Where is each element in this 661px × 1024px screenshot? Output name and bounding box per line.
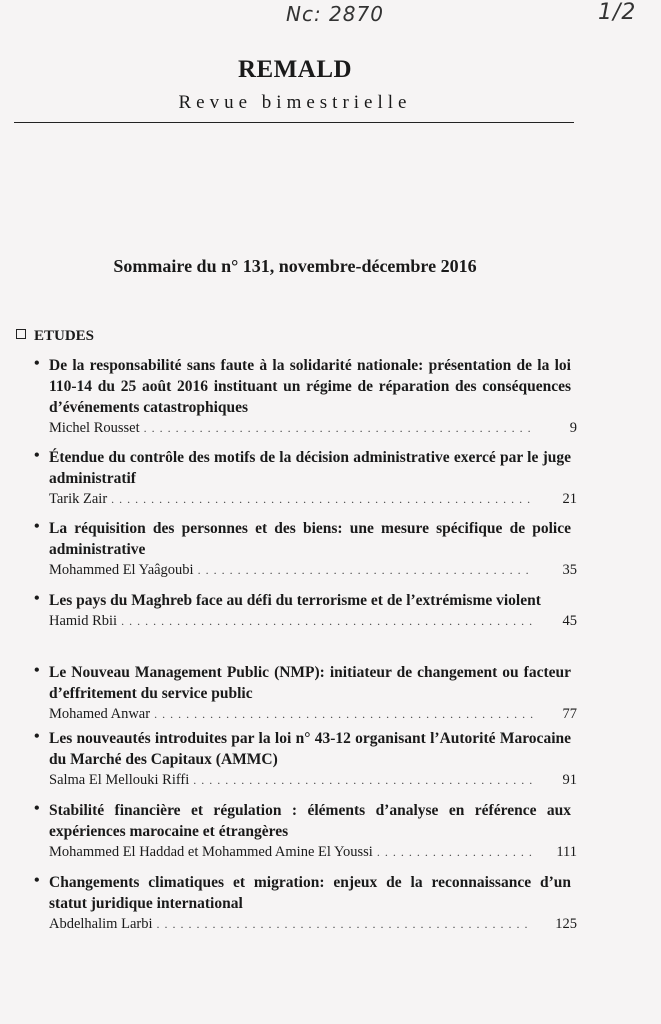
leader-dots (198, 560, 533, 580)
entry-author: Mohammed El Yaâgoubi (49, 562, 194, 578)
entry-page-number: 9 (569, 420, 577, 436)
leader-dots (121, 611, 533, 631)
toc-entry (34, 662, 577, 724)
bullet-icon: • (34, 872, 40, 889)
entry-author: Hamid Rbii (49, 613, 118, 629)
entry-page-number: 45 (562, 613, 577, 629)
leader-dots (193, 770, 533, 790)
entry-title: Changements climatiques et migration: enjeux de la reconnaissance d’un statut juridique international (49, 874, 571, 912)
leader-dots (377, 842, 533, 862)
bullet-icon: • (34, 800, 40, 817)
entry-title: La réquisition des personnes et des biens: une mesure spécifique de police administrative (49, 520, 571, 558)
entry-author: Abdelhalim Larbi (49, 916, 153, 932)
entry-author-line (49, 418, 577, 438)
entry-page-number: 77 (562, 706, 577, 722)
journal-title: REMALD (237, 56, 353, 83)
entry-author: Mohamed Anwar (49, 706, 151, 722)
toc-entry (34, 800, 577, 862)
header-rule (14, 122, 574, 123)
bullet-icon: • (34, 447, 40, 464)
summary-title: Sommaire du n° 131, novembre-décembre 2016 (113, 256, 477, 276)
entry-title: Étendue du contrôle des motifs de la décision administrative exercé par le juge administratif (49, 449, 571, 487)
entry-author: Mohammed El Haddad et Mohammed Amine El Youssi (49, 844, 373, 860)
entry-author-line (49, 560, 577, 580)
leader-dots (144, 418, 533, 438)
leader-dots (111, 489, 533, 509)
handwritten-reference: Nc: 2870 (286, 2, 384, 26)
entry-title: Les pays du Maghreb face au défi du terrorisme et de l’extrémisme violent (49, 592, 541, 609)
leader-dots (156, 914, 533, 934)
entry-title: Les nouveautés introduites par la loi n° 43-12 organisant l’Autorité Marocaine du Marché des Capitaux (AMMC) (49, 730, 571, 768)
entry-author-line (49, 704, 577, 724)
checkbox-square-icon (16, 329, 26, 339)
entry-page-number: 111 (556, 844, 577, 860)
bullet-icon: • (34, 662, 40, 679)
entry-page-number: 35 (562, 562, 577, 578)
bullet-icon: • (34, 590, 40, 607)
toc-entry (34, 447, 577, 509)
toc-entry (34, 355, 577, 438)
bullet-icon: • (34, 728, 40, 745)
entry-page-number: 125 (555, 916, 577, 932)
entry-author-line (49, 611, 577, 631)
section-heading (16, 328, 94, 345)
entry-author: Michel Rousset (49, 420, 140, 436)
bullet-icon: • (34, 518, 40, 535)
section-label: ETUDES (34, 328, 95, 344)
entry-author: Tarik Zair (49, 491, 108, 507)
entry-page-number: 21 (562, 491, 577, 507)
bullet-icon: • (34, 355, 40, 372)
toc-entry (34, 872, 577, 934)
leader-dots (154, 704, 533, 724)
entry-title: Stabilité financière et régulation : éléments d’analyse en référence aux expériences marocaine et étrangères (49, 802, 571, 840)
toc-entry (34, 590, 577, 631)
entry-author-line (49, 489, 577, 509)
toc-entry (34, 728, 577, 790)
entry-page-number: 91 (562, 772, 577, 788)
journal-subtitle: Revue bimestrielle (178, 92, 412, 113)
entry-author-line (49, 770, 577, 790)
entry-author-line (49, 842, 577, 862)
entry-title: De la responsabilité sans faute à la solidarité nationale: présentation de la loi 110-14 du 25 août 2016 instituant un régime de réparation des conséquences d’événements catastrophiques (49, 357, 571, 416)
entry-author-line (49, 914, 577, 934)
toc-entry (34, 518, 577, 580)
entry-title: Le Nouveau Management Public (NMP): initiateur de changement ou facteur d’effritement du service public (49, 664, 571, 702)
entry-author: Salma El Mellouki Riffi (49, 772, 190, 788)
handwritten-page-count: 1/2 (598, 0, 637, 25)
